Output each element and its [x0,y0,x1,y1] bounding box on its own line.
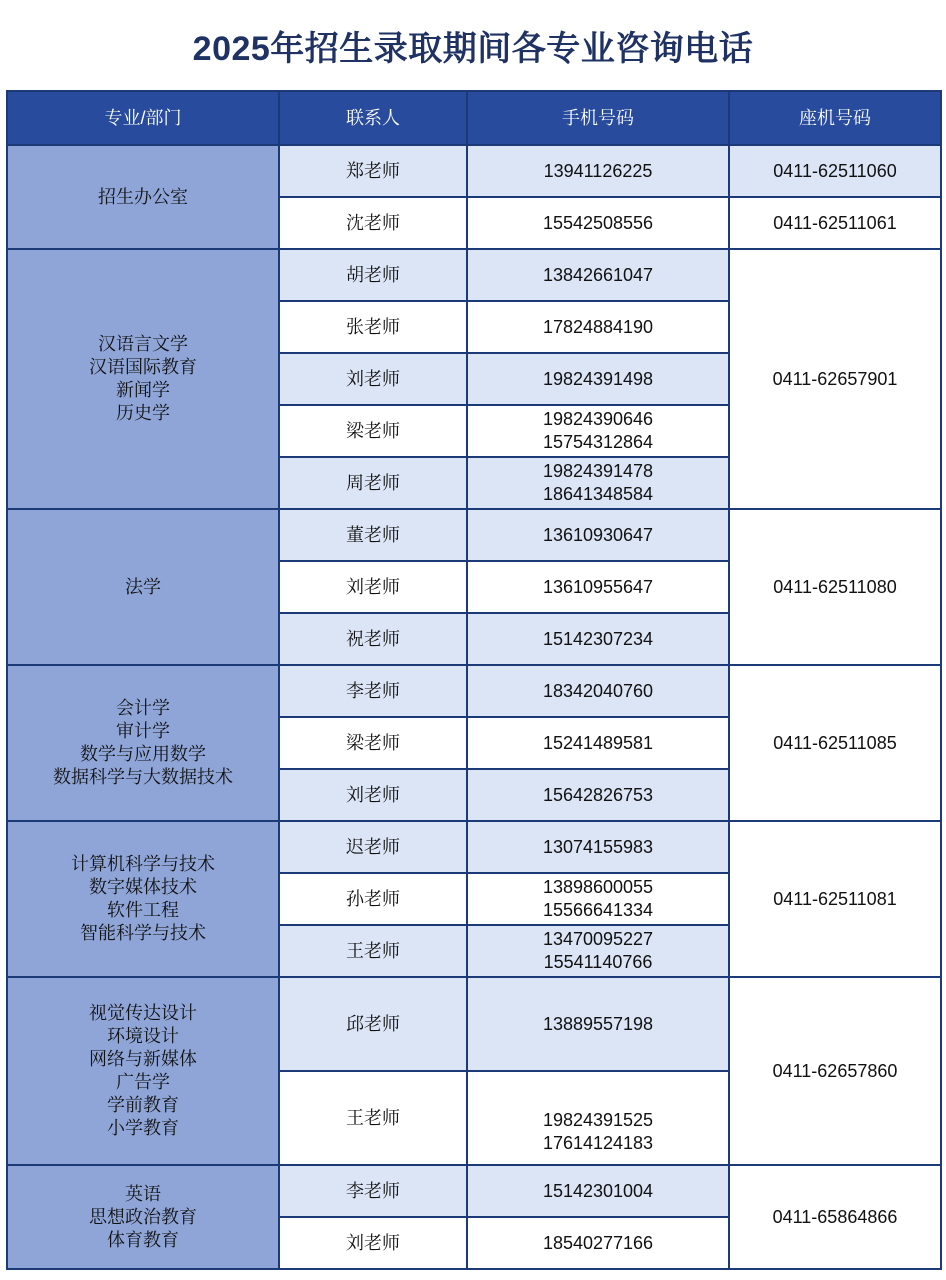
mobile-number: 13889557198 [542,1013,654,1034]
dept-cell [7,249,279,509]
dept-name: 视觉传达设计 [89,1003,197,1023]
dept-name: 软件工程 [107,900,179,920]
mobile-cell [467,873,729,925]
mobile-number: 13941126225 [543,160,653,181]
mobile-number: 19824391478 [542,461,654,481]
mobile-number: 13610930647 [542,524,654,545]
table-row [7,145,941,197]
contact-name: 李老师 [279,665,467,717]
landline-number: 0411-62511081 [729,821,941,977]
dept-cell [7,977,279,1165]
dept-name: 汉语国际教育 [89,357,197,377]
dept-name: 数字媒体技术 [89,877,197,897]
contact-name: 刘老师 [279,561,467,613]
mobile-number: 17614124183 [542,1133,654,1153]
mobile-cell [467,145,729,197]
dept-name: 小学教育 [107,1118,179,1138]
mobile-number: 13842661047 [542,264,654,285]
header-contact: 联系人 [279,91,467,145]
dept-name: 英语 [125,1183,161,1204]
table-row [7,977,941,1071]
mobile-cell [467,561,729,613]
dept-name: 新闻学 [116,380,170,400]
contact-name: 刘老师 [279,353,467,405]
landline-number: 0411-62511060 [729,145,941,197]
mobile-cell [467,1217,729,1269]
mobile-number: 13898600055 [542,877,654,897]
mobile-cell [467,405,729,457]
contact-name: 邱老师 [279,977,467,1071]
mobile-number: 15642826753 [542,784,654,805]
landline-number: 0411-65864866 [729,1165,941,1269]
dept-cell [7,665,279,821]
contact-name: 周老师 [279,457,467,509]
mobile-number: 19824391498 [542,368,654,389]
landline-number: 0411-62511080 [729,509,941,665]
dept-cell [7,509,279,665]
mobile-cell [467,509,729,561]
dept-name: 计算机科学与技术 [71,854,215,874]
dept-name: 智能科学与技术 [80,923,206,943]
dept-name: 招生办公室 [98,186,188,207]
dept-name: 广告学 [116,1072,170,1092]
dept-name: 数据科学与大数据技术 [53,767,233,787]
mobile-number: 15241489581 [542,732,654,753]
mobile-number: 15541140766 [543,952,653,972]
page-title: 2025年招生录取期间各专业咨询电话 [192,29,754,68]
header-row [7,91,941,145]
mobile-number: 19824390646 [542,409,654,429]
dept-name: 法学 [125,576,161,597]
mobile-number: 13610955647 [542,576,654,597]
contact-table [6,90,942,1270]
mobile-cell [467,925,729,977]
mobile-cell [467,977,729,1071]
dept-name: 环境设计 [107,1026,179,1046]
mobile-number: 19824391525 [542,1110,654,1130]
contact-name: 梁老师 [279,405,467,457]
contact-name: 董老师 [279,509,467,561]
mobile-number: 18641348584 [542,484,654,504]
mobile-cell [467,665,729,717]
table-row [7,509,941,561]
dept-name: 体育教育 [107,1229,179,1250]
dept-name: 历史学 [116,403,170,423]
dept-name: 汉语言文学 [98,334,188,354]
mobile-cell [467,301,729,353]
mobile-number: 15542508556 [542,212,654,233]
dept-cell [7,145,279,249]
table-row [7,1165,941,1217]
contact-name: 王老师 [279,925,467,977]
header-mobile: 手机号码 [467,91,729,145]
contact-name: 王老师 [279,1071,467,1165]
landline-number: 0411-62511085 [729,665,941,821]
dept-name: 审计学 [116,721,170,741]
mobile-cell [467,457,729,509]
dept-name: 学前教育 [107,1095,179,1115]
dept-name: 思想政治教育 [89,1206,197,1227]
contact-name: 胡老师 [279,249,467,301]
mobile-number: 18540277166 [542,1232,654,1253]
mobile-number: 15566641334 [542,900,654,920]
mobile-cell [467,821,729,873]
mobile-cell [467,769,729,821]
mobile-cell [467,613,729,665]
mobile-cell [467,197,729,249]
dept-name: 网络与新媒体 [89,1049,197,1069]
mobile-number: 18342040760 [542,680,654,701]
landline-number: 0411-62657860 [729,977,941,1165]
table-row [7,821,941,873]
landline-number: 0411-62511061 [729,197,941,249]
contact-name: 刘老师 [279,769,467,821]
dept-cell [7,1165,279,1269]
dept-name: 数学与应用数学 [80,744,206,764]
contact-name: 郑老师 [279,145,467,197]
table-body [7,145,941,1269]
landline-number: 0411-62657901 [729,249,941,509]
table-row [7,249,941,301]
table-row [7,665,941,717]
contact-name: 孙老师 [279,873,467,925]
header-landline: 座机号码 [729,91,941,145]
dept-name: 会计学 [116,698,170,718]
header-dept: 专业/部门 [7,91,279,145]
contact-name: 刘老师 [279,1217,467,1269]
contact-name: 沈老师 [279,197,467,249]
contact-name: 迟老师 [279,821,467,873]
mobile-cell [467,353,729,405]
contact-name: 李老师 [279,1165,467,1217]
mobile-cell [467,717,729,769]
mobile-cell [467,1165,729,1217]
contact-name: 梁老师 [279,717,467,769]
mobile-cell [467,1071,729,1165]
mobile-number: 17824884190 [542,316,654,337]
mobile-number: 15142307234 [542,628,654,649]
contact-name: 张老师 [279,301,467,353]
mobile-number: 13074155983 [542,836,654,857]
mobile-cell [467,249,729,301]
mobile-number: 13470095227 [542,929,654,949]
mobile-number: 15142301004 [542,1180,654,1201]
contact-name: 祝老师 [279,613,467,665]
mobile-number: 15754312864 [542,432,654,452]
dept-cell [7,821,279,977]
